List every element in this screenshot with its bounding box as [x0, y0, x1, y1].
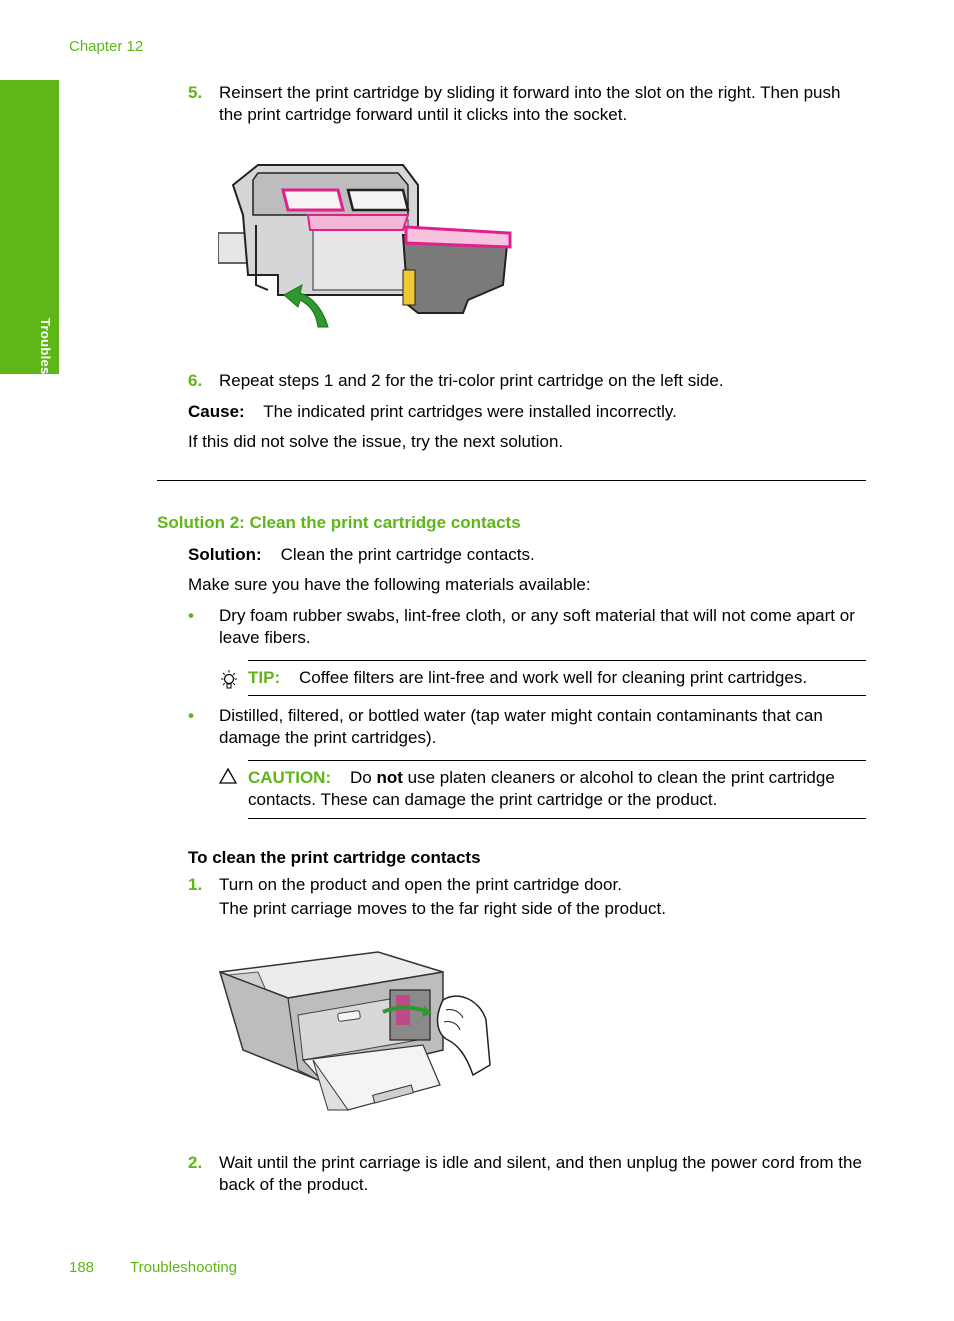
cause-text: The indicated print cartridges were installed incorrectly.: [263, 402, 677, 421]
page-number: 188: [69, 1259, 95, 1276]
procedure-step-1-text: Turn on the product and open the print cartridge door.: [219, 875, 622, 894]
tip-paragraph: [248, 667, 868, 689]
bullet-2-text: Distilled, filtered, or bottled water (tap water might contain contaminants that can damage the print cartridges).: [219, 706, 823, 747]
procedure-step-2-number: 2.: [188, 1153, 203, 1172]
procedure-step-1-number: 1.: [188, 875, 203, 894]
procedure-step-1-result: The print carriage moves to the far right side of the product.: [219, 899, 666, 918]
step-6-text: Repeat steps 1 and 2 for the tri-color print cartridge on the left side.: [219, 371, 724, 390]
step-5-number: 5.: [188, 83, 203, 102]
caution-paragraph: [248, 767, 868, 811]
tip-label: TIP:: [248, 668, 281, 687]
lightbulb-icon: [219, 669, 239, 691]
step-5-text: Reinsert the print cartridge by sliding it forward into the slot on the right. Then push the print cartridge forward until it clicks into the socket.: [219, 83, 841, 124]
cause-paragraph: [188, 401, 868, 423]
caution-pre: Do: [350, 768, 372, 787]
chapter-label: Chapter 12: [69, 38, 144, 55]
solution-paragraph: [188, 544, 868, 566]
side-tab: [0, 80, 59, 425]
bullet-1-text: Dry foam rubber swabs, lint-free cloth, or any soft material that will not come apart or leave fibers.: [219, 606, 855, 647]
cartridge-insert-illustration: [218, 155, 518, 335]
bullet-marker: •: [188, 606, 194, 625]
warning-triangle-icon: [219, 768, 237, 784]
solution-2-heading: Solution 2: Clean the print cartridge contacts: [157, 513, 521, 532]
footer-title: Troubleshooting: [130, 1259, 238, 1276]
caution-bottom-rule: [248, 818, 866, 819]
caution-emphasis: not: [376, 768, 403, 787]
caution-top-rule: [248, 760, 866, 761]
next-solution-note: If this did not solve the issue, try the next solution.: [188, 432, 564, 451]
solution-text: Clean the print cartridge contacts.: [280, 545, 535, 564]
caution-label: CAUTION:: [248, 768, 332, 787]
section-divider: [157, 480, 866, 481]
side-tab-label: Troubleshooting: [38, 318, 53, 425]
materials-intro: Make sure you have the following materials available:: [188, 575, 591, 594]
tip-text: Coffee filters are lint-free and work well for cleaning print cartridges.: [299, 668, 808, 687]
procedure-heading: To clean the print cartridge contacts: [188, 848, 481, 867]
tip-bottom-rule: [248, 695, 866, 696]
procedure-step-2-text: Wait until the print carriage is idle and silent, and then unplug the power cord from the back of the product.: [219, 1153, 862, 1194]
printer-open-door-illustration: [218, 950, 498, 1115]
caution-post: use platen cleaners or alcohol to clean the print cartridge contacts. These can damage the print cartridge or the product.: [248, 768, 835, 809]
solution-label: Solution:: [188, 545, 262, 564]
tip-top-rule: [248, 660, 866, 661]
cause-label: Cause:: [188, 402, 245, 421]
bullet-marker: •: [188, 706, 194, 725]
step-6-number: 6.: [188, 371, 203, 390]
